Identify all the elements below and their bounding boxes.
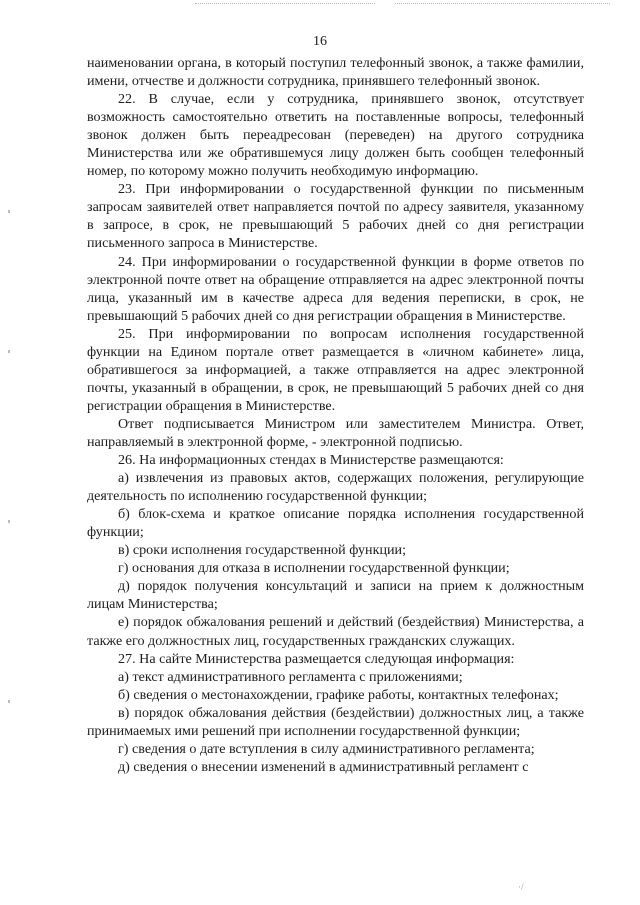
paragraph-24: 24. При информировании о государственной функции в форме ответов по электронной почте ответ на обращение отправляется на адрес электронной почты лица, указанный им в качестве адреса для ведения переписки, в срок, не превышающий 5 рабочих дней со дня регистрации обращения в Министерстве. xyxy=(87,253,584,324)
paragraph-22: 22. В случае, если у сотрудника, принявшего звонок, отсутствует возможность самостоятельно ответить на поставленные вопросы, телефонный звонок должен быть переадресован (переведен) на другого сотрудника Министерства или же обратившемуся лицу должен быть сообщен телефонный номер, по которому можно получить необходимую информацию. xyxy=(87,91,584,180)
list-item-27v: в) порядок обжалования действия (бездействии) должностных лиц, а также принимаемых ими решений при исполнении государственной функции; xyxy=(87,704,584,739)
list-item-27a: а) текст административного регламента с приложениями; xyxy=(118,668,463,685)
paragraph-26: 26. На информационных стендах в Министерстве размещаются: xyxy=(118,452,504,469)
list-item-27b: б) сведения о местонахождении, графике работы, контактных телефонах; xyxy=(118,686,559,703)
page-number: 16 xyxy=(313,34,327,49)
list-item-26a: а) извлечения из правовых актов, содержащих положения, регулирующие деятельность по исполнению государственной функции; xyxy=(87,470,584,505)
paragraph-21-continuation: наименовании органа, в который поступил телефонный звонок, а также фамилии, имени, отчестве и должности сотрудника, принявшего телефонный звонок. xyxy=(87,55,584,90)
document-body xyxy=(87,54,584,776)
list-item-26v: в) сроки исполнения государственной функции; xyxy=(118,542,406,559)
paragraph-25-signature-note: Ответ подписывается Министром или заместителем Министра. Ответ, направляемый в электронной форме, - электронной подписью. xyxy=(87,415,584,450)
scan-artifact-corner: ·/ xyxy=(518,882,524,892)
list-item-27g: г) сведения о дате вступления в силу административного регламента; xyxy=(118,740,535,757)
paragraph-25: 25. При информировании по вопросам исполнения государственной функции на Едином портале ответ размещается в «личном кабинете» лица, обратившегося за информацией, а также отправляется на адрес электронной почты, указанный в обращении, в срок, не превышающий 5 рабочих дней со дня регистрации обращения в Министерстве. xyxy=(87,325,584,414)
list-item-26g: г) основания для отказа в исполнении государственной функции; xyxy=(118,560,510,577)
scan-artifact-top-right xyxy=(395,3,610,5)
scan-artifact-top xyxy=(195,3,375,5)
list-item-26b: б) блок-схема и краткое описание порядка исполнения государственной функции; xyxy=(87,506,584,541)
list-item-27d: д) сведения о внесении изменений в административный регламент с xyxy=(118,758,529,775)
paragraph-27: 27. На сайте Министерства размещается следующая информация: xyxy=(118,650,515,667)
paragraph-23: 23. При информировании о государственной функции по письменным запросам заявителей ответ направляется почтой по адресу заявителя, указанному в запросе, в срок, не превышающий 5 рабочих дней со дня регистрации письменного запроса в Министерстве. xyxy=(87,181,584,252)
list-item-26e: е) порядок обжалования решений и действий (бездействия) Министерства, а также его должностных лиц, государственных гражданских служащих. xyxy=(87,614,584,649)
list-item-26d: д) порядок получения консультаций и записи на прием к должностным лицам Министерства; xyxy=(87,578,584,613)
